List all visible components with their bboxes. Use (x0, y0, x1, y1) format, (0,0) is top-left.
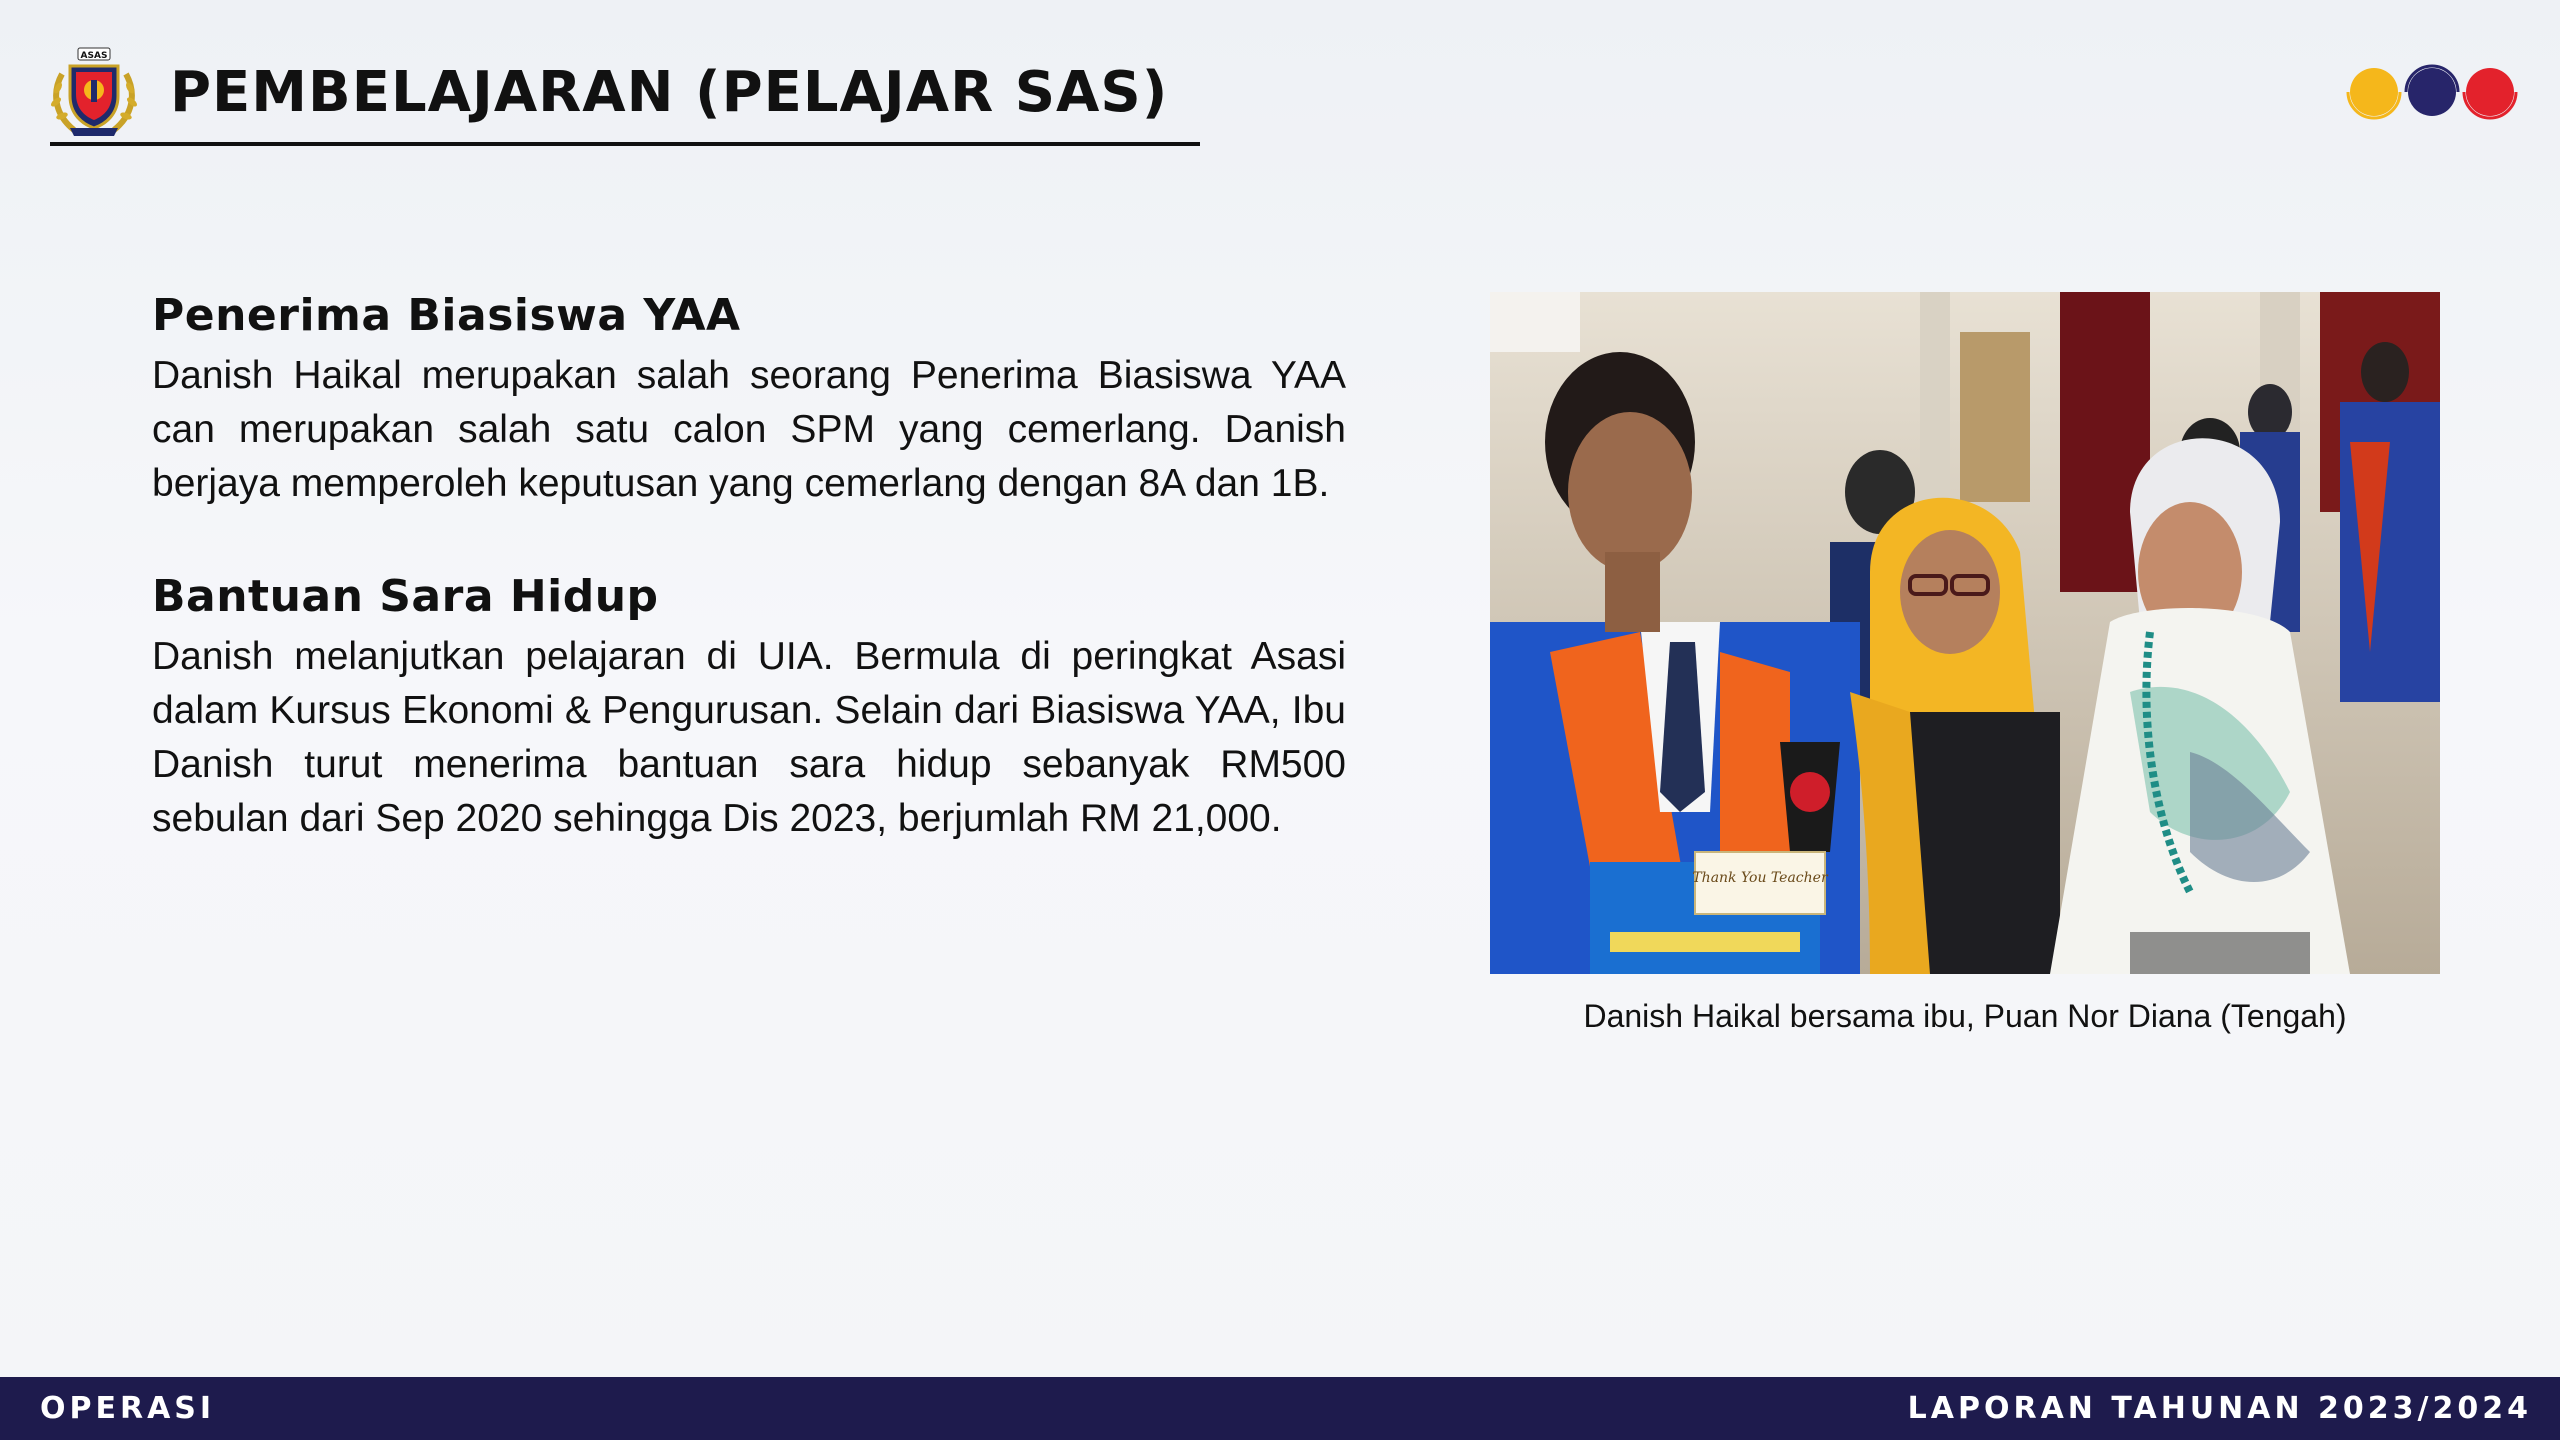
navy-dot-icon (2408, 68, 2456, 116)
footer-section-label: OPERASI (40, 1391, 216, 1426)
section-heading: Penerima Biasiswa YAA (152, 290, 741, 341)
red-dot-icon (2466, 68, 2514, 116)
decorative-dots (2340, 62, 2530, 122)
footer-report-label: LAPORAN TAHUNAN 2023/2024 (1907, 1391, 2532, 1426)
page-header (48, 40, 1200, 150)
yellow-dot-icon (2350, 68, 2398, 116)
photo-card-text: Thank You Teacher (1692, 870, 1828, 886)
footer-bar (0, 1377, 2560, 1440)
photo-caption: Danish Haikal bersama ibu, Puan Nor Diana (Tengah) (1583, 998, 2347, 1034)
section-scholarship (152, 290, 1346, 511)
graduation-photo (1490, 292, 2440, 974)
logo-text: ASAS (80, 51, 108, 61)
section-body: Danish Haikal merupakan salah seorang Penerima Biasiswa YAA can merupakan salah satu calon SPM yang cemerlang. Danish berjaya memperoleh keputusan yang cemerlang dengan 8A dan 1B. (152, 354, 1346, 505)
asas-crest-logo (48, 44, 140, 140)
section-heading: Bantuan Sara Hidup (152, 571, 659, 622)
content-column (152, 290, 1346, 846)
title-underline (50, 142, 1200, 146)
page-title: PEMBELAJARAN (PELAJAR SAS) (170, 60, 1169, 125)
section-body: Danish melanjutkan pelajaran di UIA. Bermula di peringkat Asasi dalam Kursus Ekonomi & Pengurusan. Selain dari Biasiswa YAA, Ibu Danish turut menerima bantuan sara hidup sebanyak RM500 sebulan dari Sep 2020 sehingga Dis 2023, berjumlah RM 21,000. (152, 635, 1346, 840)
section-living-aid (152, 571, 1346, 846)
